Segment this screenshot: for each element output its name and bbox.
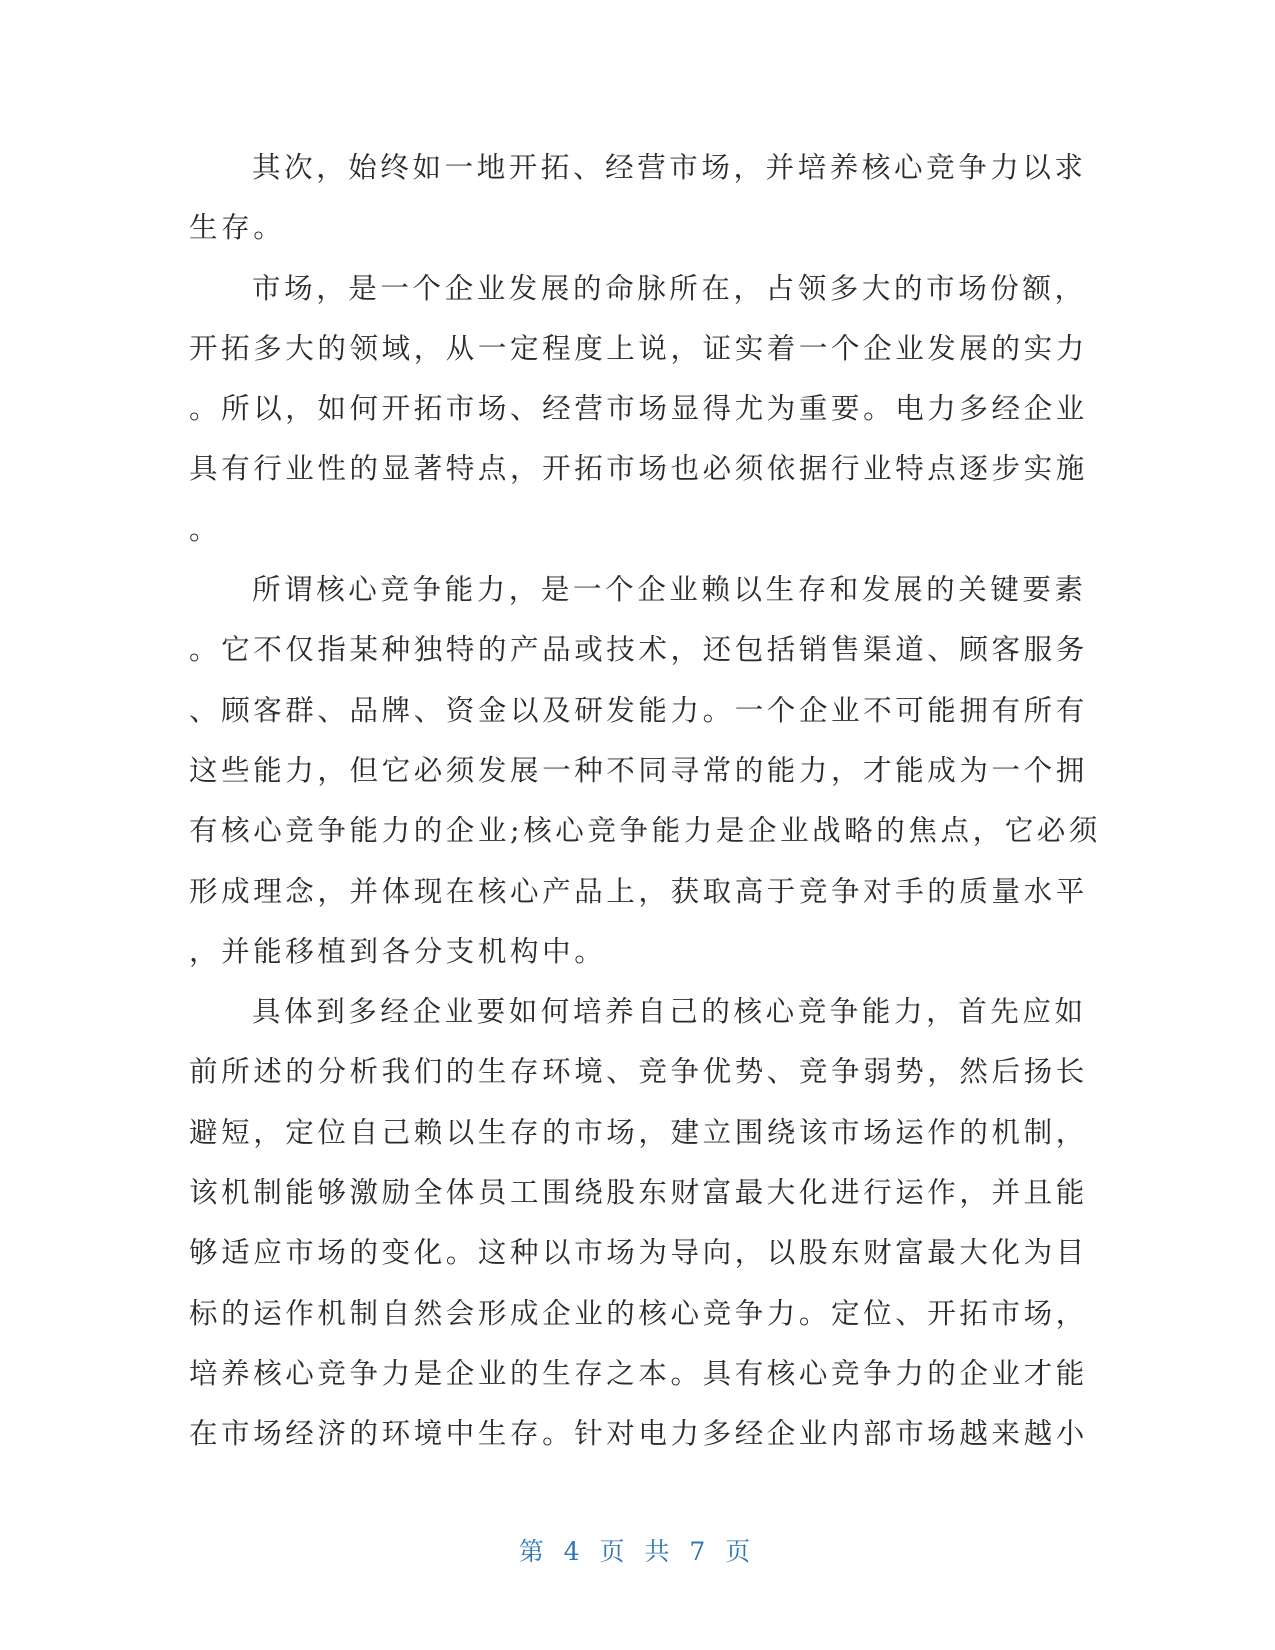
paragraph-line: 所谓核心竞争能力，是一个企业赖以生存和发展的关键要素	[252, 573, 1087, 607]
paragraph-line: 标的运作机制自然会形成企业的核心竞争力。定位、开拓市场，	[189, 1296, 1088, 1330]
paragraph-line: 避短，定位自己赖以生存的市场，建立围绕该市场运作的机制，	[189, 1115, 1088, 1149]
paragraph-line: 。所以，如何开拓市场、经营市场显得尤为重要。电力多经企业	[189, 392, 1088, 426]
paragraph-line: 生存。	[189, 211, 286, 245]
paragraph-line: 这些能力，但它必须发展一种不同寻常的能力，才能成为一个拥	[189, 753, 1088, 787]
paragraph-line: 够适应市场的变化。这种以市场为导向，以股东财富最大化为目	[189, 1236, 1088, 1270]
paragraph-line: 。	[189, 512, 222, 546]
paragraph-line: 在市场经济的环境中生存。针对电力多经企业内部市场越来越小	[189, 1417, 1088, 1451]
paragraph-line: 前所述的分析我们的生存环境、竞争优势、竞争弱势，然后扬长	[189, 1055, 1088, 1089]
paragraph-line: 培养核心竞争力是企业的生存之本。具有核心竞争力的企业才能	[189, 1356, 1088, 1390]
paragraph-line: 具有行业性的显著特点，开拓市场也必须依据行业特点逐步实施	[189, 452, 1088, 486]
page-number-footer: 第 4 页 共 7 页	[518, 1537, 757, 1566]
paragraph-line: 有核心竞争能力的企业;核心竞争能力是企业战略的焦点，它必须	[189, 814, 1102, 848]
paragraph-line: 形成理念，并体现在核心产品上，获取高于竞争对手的质量水平	[189, 874, 1088, 908]
paragraph-line: 开拓多大的领域，从一定程度上说，证实着一个企业发展的实力	[189, 331, 1088, 365]
paragraph-line: 。它不仅指某种独特的产品或技术，还包括销售渠道、顾客服务	[189, 633, 1088, 667]
paragraph-line: 市场，是一个企业发展的命脉所在，占领多大的市场份额，	[252, 271, 1087, 305]
paragraph-line: ，并能移植到各分支机构中。	[189, 934, 607, 968]
paragraph-line: 具体到多经企业要如何培养自己的核心竞争能力，首先应如	[252, 995, 1087, 1029]
paragraph-line: 其次，始终如一地开拓、经营市场，并培养核心竞争力以求	[252, 151, 1087, 184]
body-text	[189, 138, 1102, 1465]
paragraph-line: 该机制能够激励全体员工围绕股东财富最大化进行运作，并且能	[189, 1176, 1088, 1210]
paragraph-line: 、顾客群、品牌、资金以及研发能力。一个企业不可能拥有所有	[189, 693, 1088, 727]
